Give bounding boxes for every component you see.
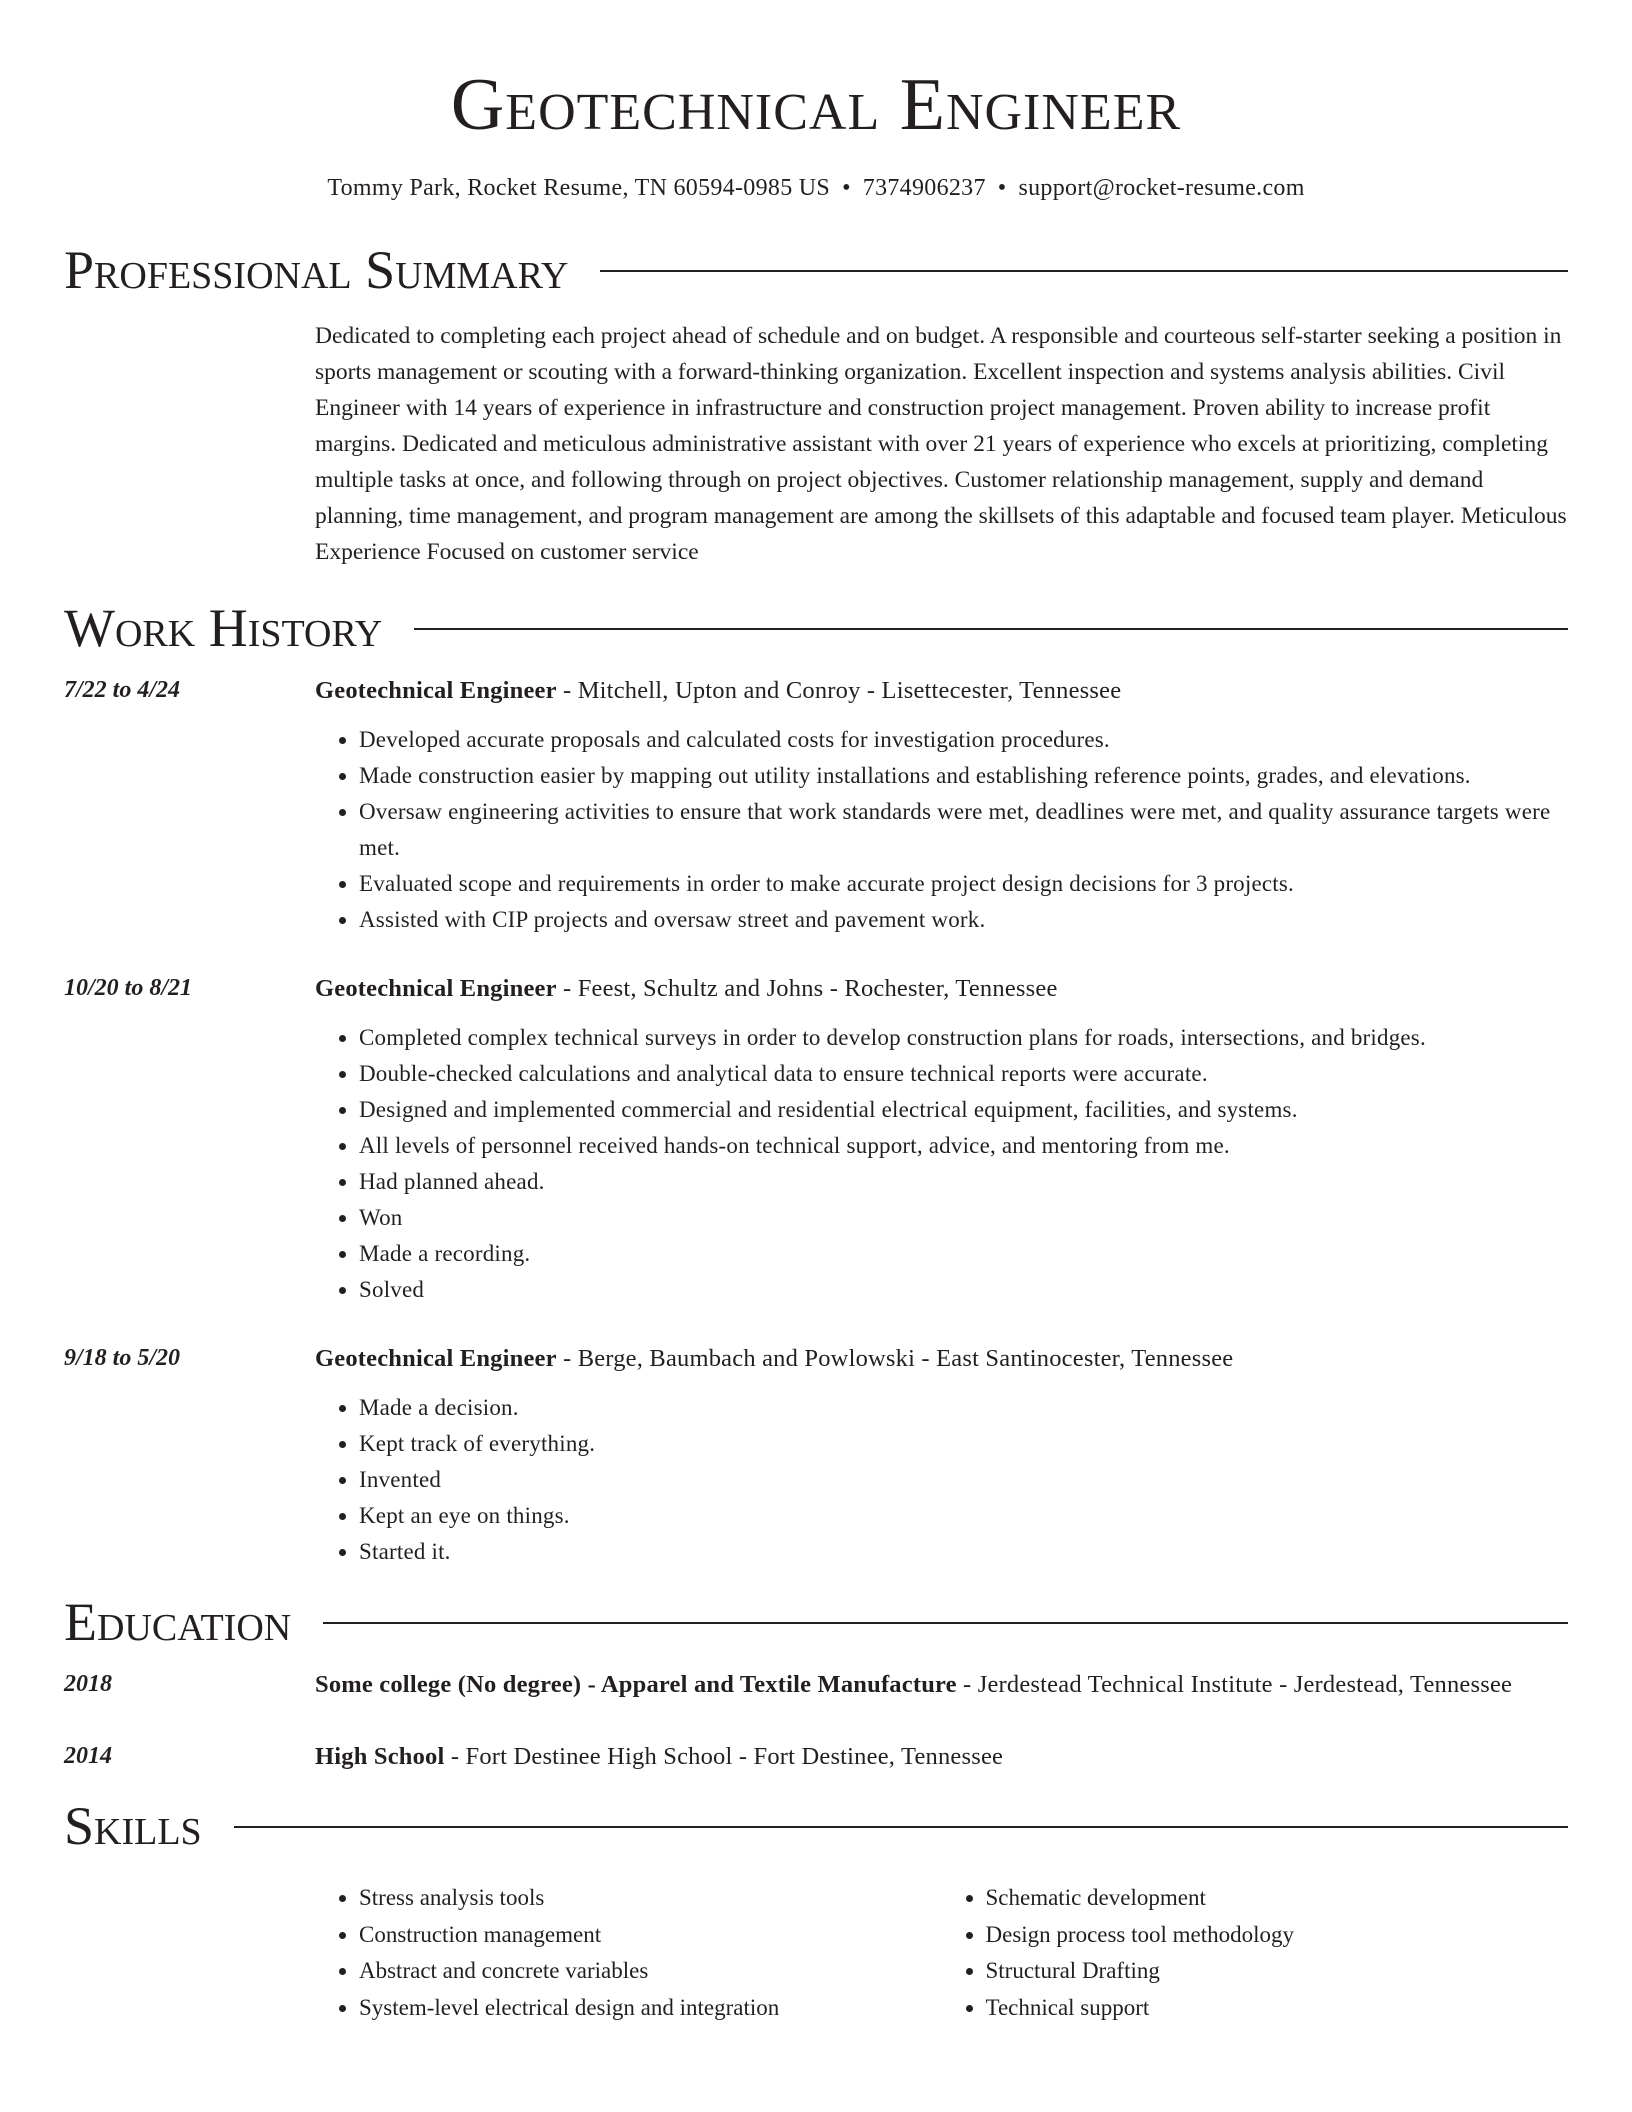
summary-paragraph: Dedicated to completing each project ahead of schedule and on budget. A responsible and courteous self-starter seeking a position in sports management or scouting with a forward-thinking organization. Excellent inspection and systems analysis abilities. Civil Engineer with 14 years of experience in infrastructure and construction project management. Proven ability to increase profit margins. Dedicated and meticulous administrative assistant with over 21 years of experience who excels at prioritizing, completing multiple tasks at once, and following through on project objectives. Customer relationship management, supply and demand planning, time management, and program management are among the skillsets of this adaptable and focused team player. Meticulous Experience Focused on customer service: [315, 323, 1567, 565]
education-details: - Jerdestead Technical Institute - Jerdestead, Tennessee: [956, 1671, 1513, 1698]
job-heading: [315, 970, 1568, 1008]
candidate-title: Geotechnical Engineer: [450, 64, 1182, 146]
section-divider: [234, 1826, 1568, 1828]
section-title-skills: Skills: [64, 1796, 202, 1856]
job-entry: [64, 1340, 1568, 1570]
list-item: • Completed complex technical surveys in order to develop construction plans for roads, intersections, and bridges.: [359, 1020, 1568, 1056]
contact-address: Tommy Park, Rocket Resume, TN 60594-0985 US: [327, 175, 831, 201]
job-bullets: [315, 722, 1568, 938]
section-header-work: [64, 598, 1568, 658]
job-dates: 10/20 to 8/21: [64, 975, 193, 1001]
section-divider: [600, 270, 1568, 272]
contact-separator: •: [842, 175, 851, 201]
list-item: • Made a decision.: [359, 1390, 1568, 1426]
education-year: 2018: [64, 1671, 112, 1697]
education-details: - Fort Destinee High School - Fort Destinee, Tennessee: [444, 1743, 1004, 1770]
job-heading: [315, 672, 1568, 710]
list-item: • Solved: [359, 1272, 1568, 1308]
list-item: • Won: [359, 1200, 1568, 1236]
list-item: • Construction management: [359, 1917, 942, 1954]
list-item: • Assisted with CIP projects and oversaw street and pavement work.: [359, 902, 1568, 938]
job-details: - Feest, Schultz and Johns - Rochester, Tennessee: [556, 975, 1058, 1002]
education-body: [315, 1666, 1568, 1704]
list-item: • Oversaw engineering activities to ensure that work standards were met, deadlines were met, and quality assurance targets were met.: [359, 794, 1568, 866]
section-title-work: Work History: [64, 598, 383, 658]
education-degree: High School: [315, 1743, 445, 1770]
education-year: 2014: [64, 1743, 112, 1769]
section-title-education: Education: [64, 1592, 292, 1652]
list-item: • Made a recording.: [359, 1236, 1568, 1272]
job-body: [315, 672, 1568, 938]
job-heading: [315, 1340, 1568, 1378]
section-divider: [414, 628, 1568, 630]
job-role: Geotechnical Engineer: [315, 975, 557, 1002]
job-entry: [64, 970, 1568, 1308]
list-item: • Structural Drafting: [986, 1953, 1569, 1990]
list-item: • Started it.: [359, 1534, 1568, 1570]
contact-line: [64, 172, 1568, 204]
job-bullets: [315, 1390, 1568, 1570]
list-item: • Kept track of everything.: [359, 1426, 1568, 1462]
list-item: • Invented: [359, 1462, 1568, 1498]
skills-column-left: [315, 1880, 942, 2026]
list-item: • Designed and implemented commercial and residential electrical equipment, facilities, and systems.: [359, 1092, 1568, 1128]
education-body: [315, 1738, 1568, 1776]
list-item: • Abstract and concrete variables: [359, 1953, 942, 1990]
job-role: Geotechnical Engineer: [315, 677, 557, 704]
list-item: • Stress analysis tools: [359, 1880, 942, 1917]
list-item: • Design process tool methodology: [986, 1917, 1569, 1954]
list-item: • All levels of personnel received hands-on technical support, advice, and mentoring from me.: [359, 1128, 1568, 1164]
contact-email: support@rocket-resume.com: [1018, 175, 1305, 201]
skills-grid: [315, 1880, 1568, 2026]
job-bullets: [315, 1020, 1568, 1308]
job-entry: [64, 672, 1568, 938]
list-item: • Made construction easier by mapping out utility installations and establishing reference points, grades, and elevations.: [359, 758, 1568, 794]
resume-page: [64, 0, 1568, 2026]
list-item: • Schematic development: [986, 1880, 1569, 1917]
list-item: • Evaluated scope and requirements in order to make accurate project design decisions for 3 projects.: [359, 866, 1568, 902]
list-item: • Had planned ahead.: [359, 1164, 1568, 1200]
contact-separator: •: [997, 175, 1007, 201]
education-degree: Some college (No degree) - Apparel and Textile Manufacture: [315, 1671, 957, 1698]
job-dates: 9/18 to 5/20: [64, 1345, 181, 1371]
job-body: [315, 970, 1568, 1308]
job-details: - Berge, Baumbach and Powlowski - East Santinocester, Tennessee: [556, 1345, 1234, 1372]
contact-phone: 7374906237: [862, 175, 986, 201]
section-title-summary: Professional Summary: [64, 240, 569, 300]
education-entry: [64, 1738, 1568, 1776]
list-item: • Kept an eye on things.: [359, 1498, 1568, 1534]
list-item: • Developed accurate proposals and calculated costs for investigation procedures.: [359, 722, 1568, 758]
section-divider: [323, 1622, 1568, 1624]
job-body: [315, 1340, 1568, 1570]
skills-column-right: [942, 1880, 1569, 2026]
list-item: • Technical support: [986, 1990, 1569, 2027]
section-header-skills: [64, 1796, 1568, 1856]
education-entry: [64, 1666, 1568, 1704]
section-header-education: [64, 1592, 1568, 1652]
job-dates: 7/22 to 4/24: [64, 677, 181, 703]
section-header-summary: [64, 240, 1568, 300]
list-item: • Double-checked calculations and analytical data to ensure technical reports were accurate.: [359, 1056, 1568, 1092]
list-item: • System-level electrical design and integration: [359, 1990, 942, 2027]
job-details: - Mitchell, Upton and Conroy - Lisettecester, Tennessee: [556, 677, 1122, 704]
job-role: Geotechnical Engineer: [315, 1345, 557, 1372]
